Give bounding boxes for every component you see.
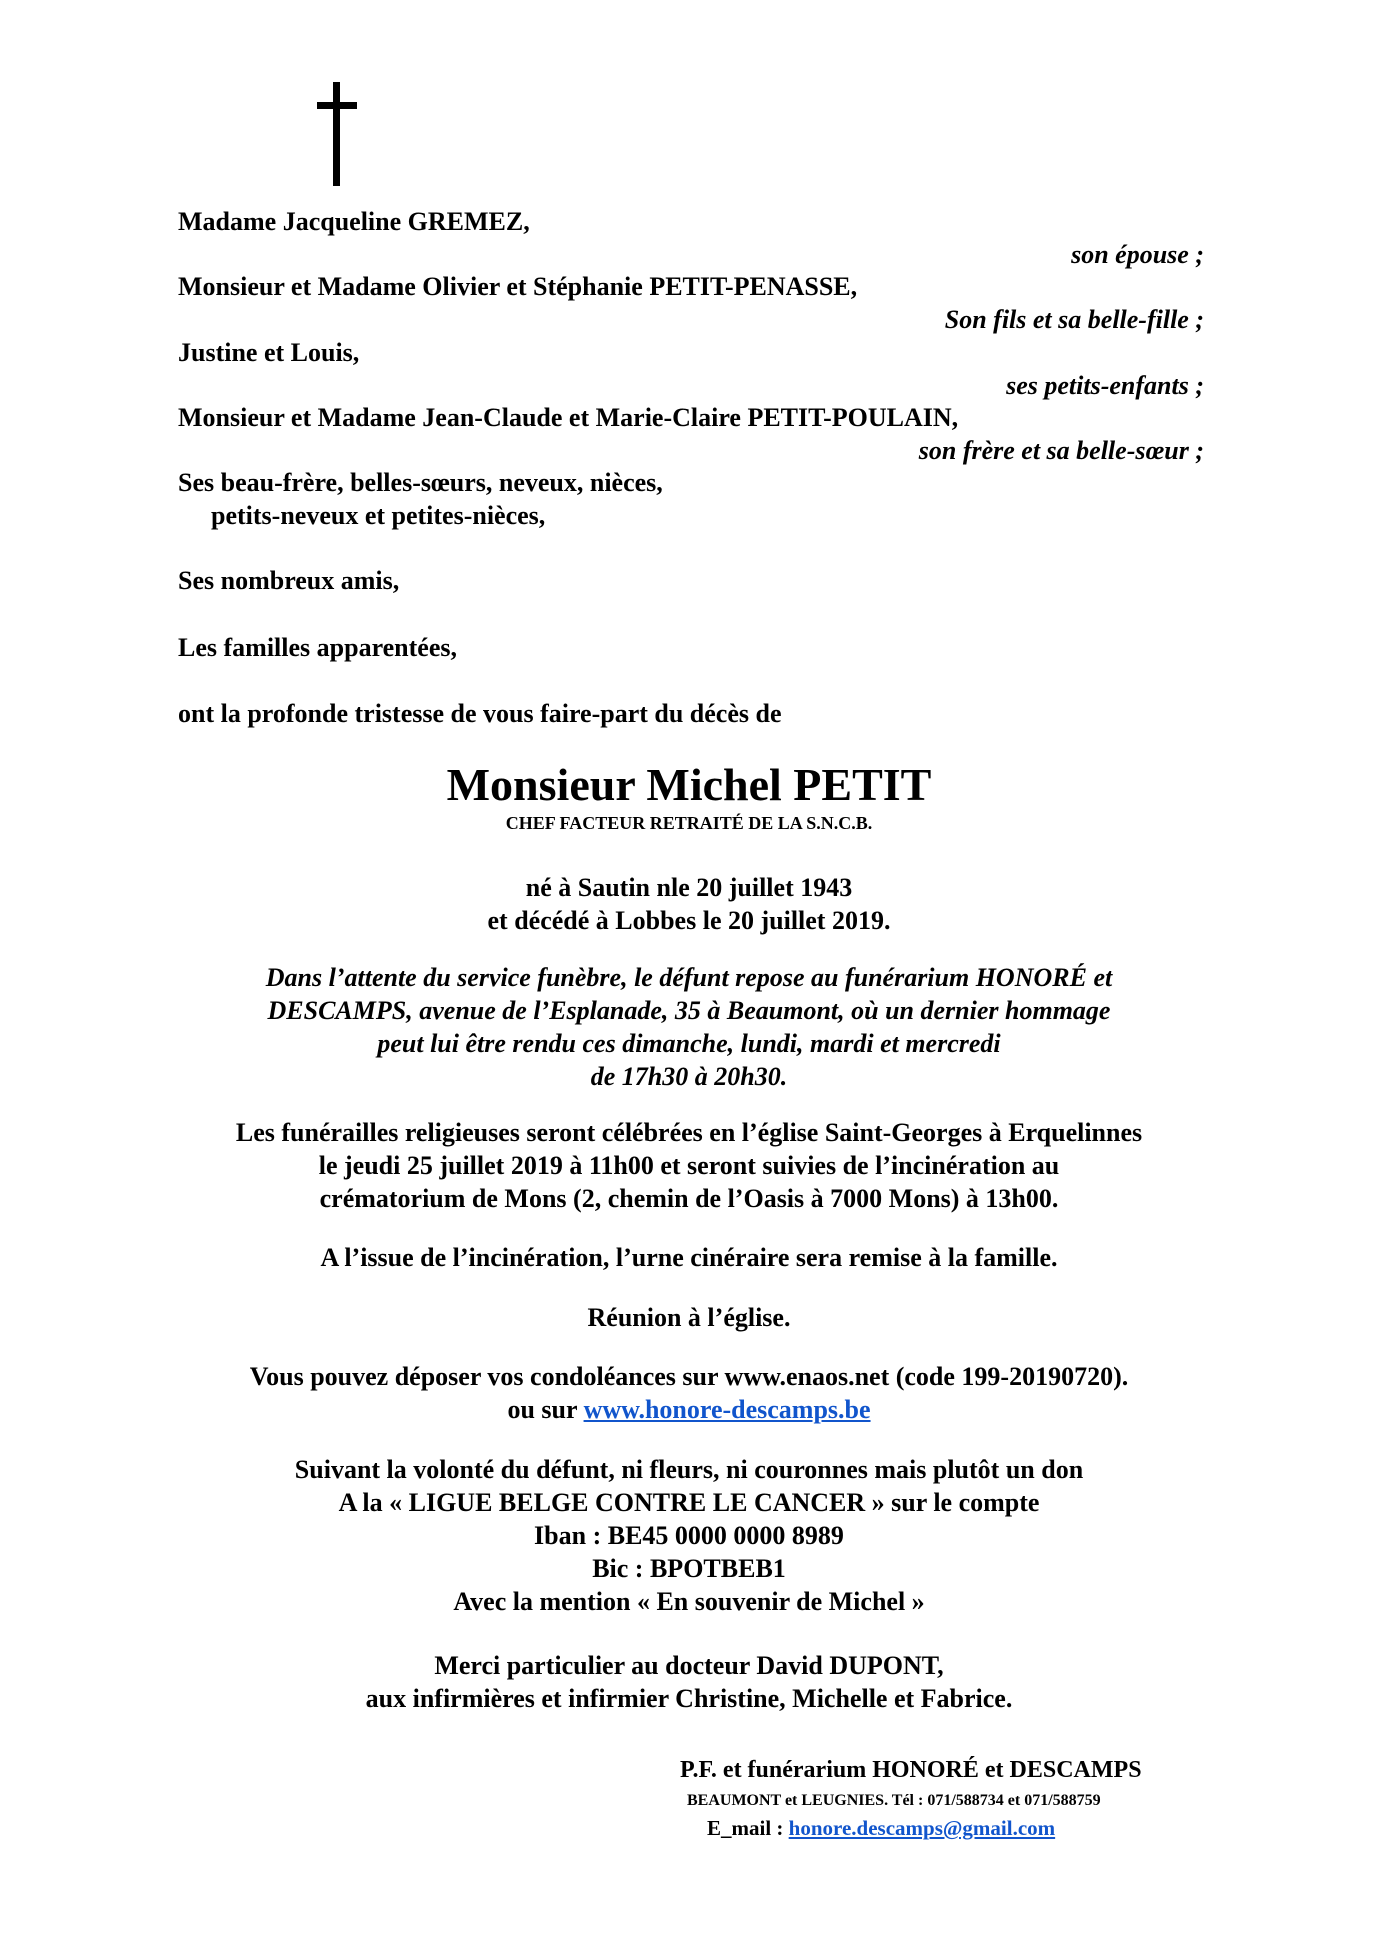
family-relation-1: son épouse ; [1071, 240, 1204, 269]
relatives-line-1: Ses beau-frère, belles-sœurs, neveux, nièces, [178, 468, 663, 497]
email-link[interactable]: honore.descamps@gmail.com [788, 1816, 1056, 1840]
birth-line: né à Sautin nle 20 juillet 1943 [525, 873, 853, 902]
families-line: Les familles apparentées, [178, 633, 457, 662]
funeral-line-1: Les funérailles religieuses seront célébrées en l’église Saint-Georges à Erquelinnes [235, 1118, 1143, 1147]
deceased-name: Monsieur Michel PETIT [446, 759, 932, 810]
cross-vertical [333, 82, 340, 186]
signature-company: P.F. et funérarium HONORÉ et DESCAMPS [680, 1757, 1142, 1783]
announcement-line: ont la profonde tristesse de vous faire-part du décès de [178, 699, 782, 728]
reunion-line: Réunion à l’église. [587, 1303, 791, 1332]
signature-email-line [707, 1816, 1055, 1841]
deceased-title: CHEF FACTEUR RETRAITÉ DE LA S.N.C.B. [505, 813, 873, 833]
website-link[interactable]: www.honore-descamps.be [583, 1395, 871, 1424]
funeral-line-2: le jeudi 25 juillet 2019 à 11h00 et seront suivies de l’incinération au [318, 1151, 1060, 1180]
relatives-line-2: petits-neveux et petites-nièces, [211, 501, 546, 530]
donation-line-2: A la « LIGUE BELGE CONTRE LE CANCER » sur le compte [338, 1488, 1040, 1517]
family-name-3: Justine et Louis, [178, 338, 360, 367]
visitation-line-3: peut lui être rendu ces dimanche, lundi, mardi et mercredi [377, 1029, 1001, 1058]
family-relation-4: son frère et sa belle-sœur ; [918, 436, 1204, 465]
cross-horizontal [317, 102, 357, 109]
death-line: et décédé à Lobbes le 20 juillet 2019. [487, 906, 891, 935]
urn-line: A l’issue de l’incinération, l’urne cinéraire sera remise à la famille. [320, 1243, 1058, 1272]
condolences-line: Vous pouvez déposer vos condoléances sur www.enaos.net (code 199-20190720). [249, 1362, 1129, 1391]
donation-line-1: Suivant la volonté du défunt, ni fleurs, ni couronnes mais plutôt un don [294, 1455, 1084, 1484]
family-name-4: Monsieur et Madame Jean-Claude et Marie-Claire PETIT-POULAIN, [178, 403, 959, 432]
condolences-prefix: ou sur [507, 1395, 584, 1424]
donation-bic: Bic : BPOTBEB1 [592, 1554, 786, 1583]
thanks-line-2: aux infirmières et infirmier Christine, Michelle et Fabrice. [365, 1684, 1013, 1713]
family-relation-3: ses petits-enfants ; [1006, 371, 1204, 400]
visitation-line-2: DESCAMPS, avenue de l’Esplanade, 35 à Beaumont, où un dernier hommage [267, 996, 1111, 1025]
family-relation-2: Son fils et sa belle-fille ; [944, 305, 1204, 334]
signature-address: BEAUMONT et LEUGNIES. Tél : 071/588734 et 071/588759 [687, 1792, 1101, 1809]
friends-line: Ses nombreux amis, [178, 566, 400, 595]
donation-iban: Iban : BE45 0000 0000 8989 [534, 1521, 844, 1550]
visitation-line-4: de 17h30 à 20h30. [590, 1062, 788, 1091]
email-label: E_mail : [707, 1816, 789, 1840]
condolences-link-line [0, 1395, 1378, 1425]
family-name-2: Monsieur et Madame Olivier et Stéphanie PETIT-PENASSE, [178, 272, 858, 301]
visitation-line-1: Dans l’attente du service funèbre, le défunt repose au funérarium HONORÉ et [265, 963, 1113, 992]
thanks-line-1: Merci particulier au docteur David DUPONT, [434, 1651, 944, 1680]
funeral-line-3: crématorium de Mons (2, chemin de l’Oasis à 7000 Mons) à 13h00. [319, 1184, 1059, 1213]
family-name-1: Madame Jacqueline GREMEZ, [178, 207, 530, 236]
donation-mention: Avec la mention « En souvenir de Michel » [453, 1587, 925, 1616]
